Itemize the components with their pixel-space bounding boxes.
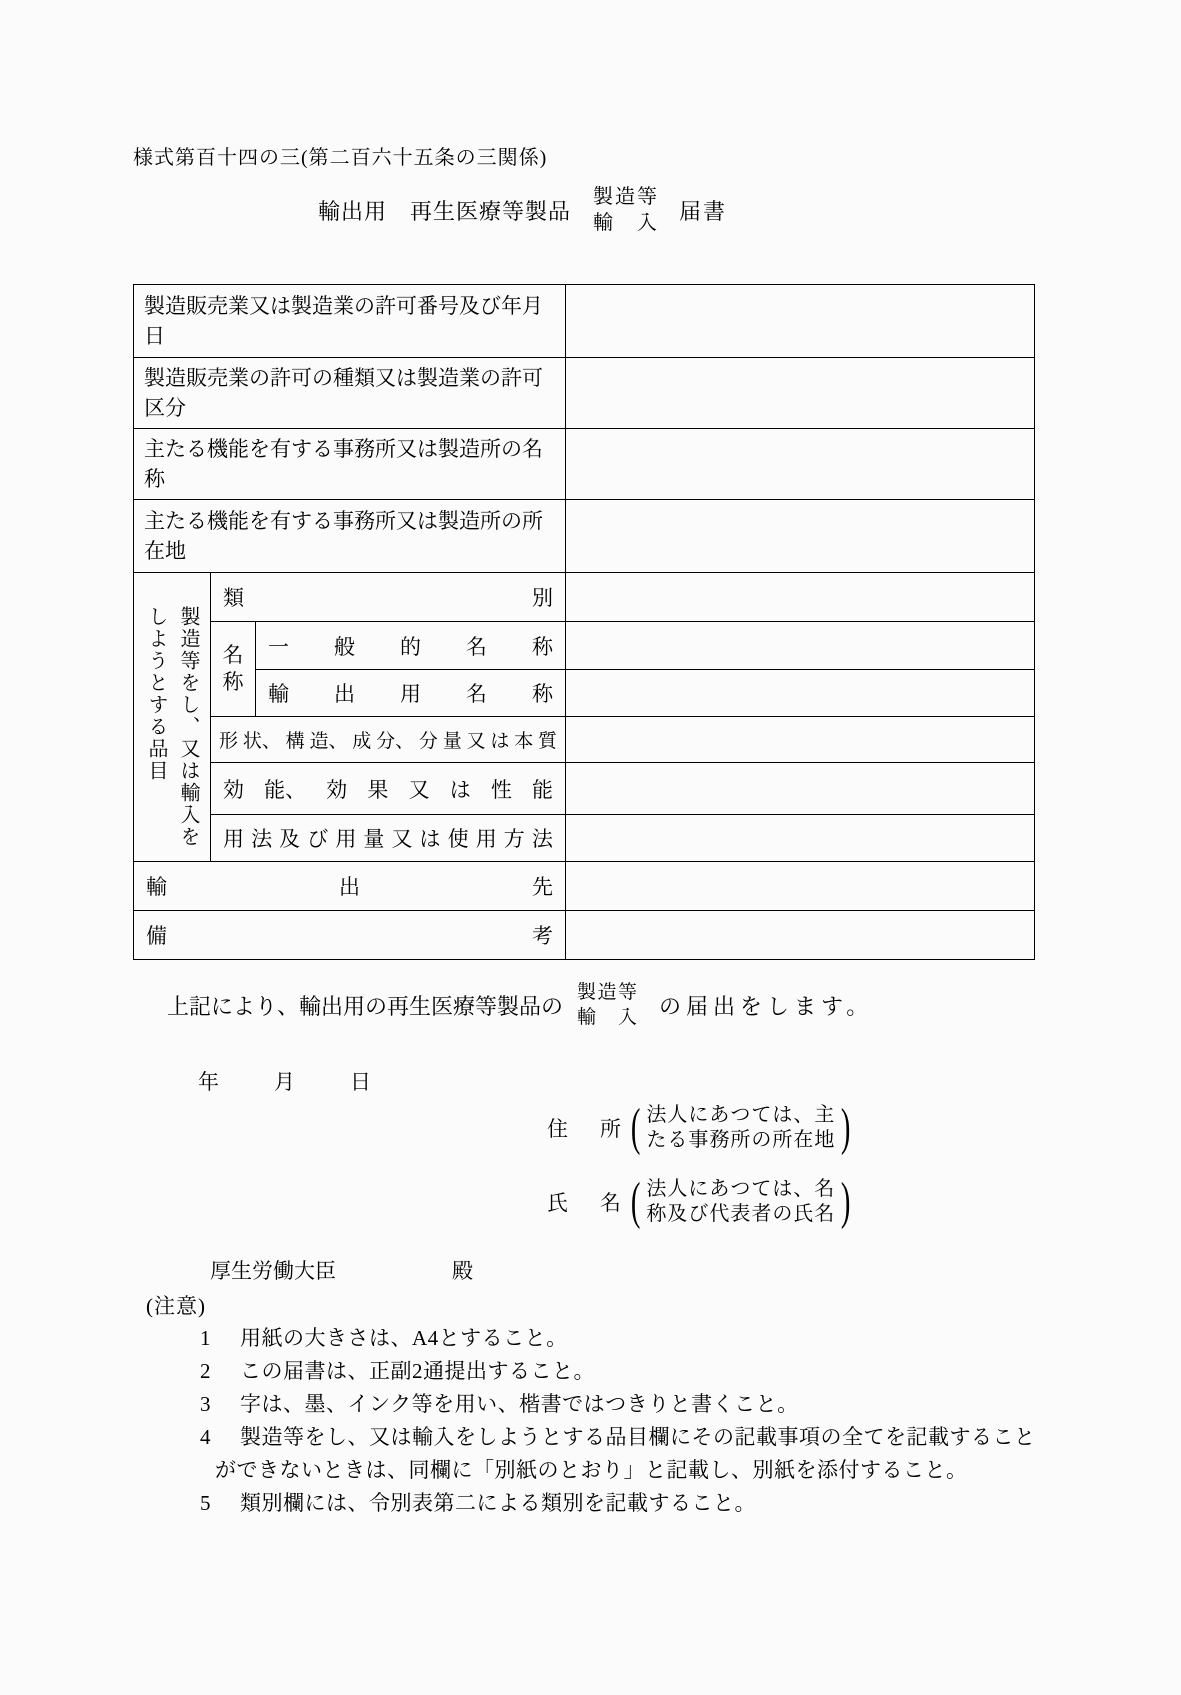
form-title xyxy=(318,184,727,236)
close-paren: ) xyxy=(841,1099,851,1156)
value-cell-shape xyxy=(566,717,1035,763)
form-title-prefix: 輸出用 再生医療等製品 xyxy=(318,198,572,224)
applicant-block xyxy=(547,1099,855,1250)
declaration-sentence xyxy=(167,980,873,1030)
note-item xyxy=(200,1388,1045,1421)
notes-header: (注意) xyxy=(146,1294,206,1318)
address-annotation: 法人にあつては、主 たる事務所の所在地 xyxy=(646,1104,836,1151)
honorific-label: 殿 xyxy=(452,1259,473,1283)
stack-manufacture-label: 製 造 等 xyxy=(593,186,658,208)
label-efficacy: 効 能、 効 果 又 は 性 能 xyxy=(223,777,553,802)
minister-label: 厚生労働大臣 xyxy=(210,1259,336,1283)
note-item xyxy=(200,1322,1045,1355)
value-cell-remarks xyxy=(566,911,1035,960)
address-label: 住 所 xyxy=(547,1117,621,1141)
value-cell-office-address xyxy=(566,500,1035,573)
note-number: 5 xyxy=(200,1491,211,1515)
note-text: 字は、墨、インク等を用い、楷書ではつきりと書くこと。 xyxy=(240,1392,799,1416)
note-text: 用紙の大きさは、A4とすること。 xyxy=(240,1326,568,1350)
notes-list xyxy=(200,1322,1045,1520)
close-paren: ) xyxy=(841,1173,851,1230)
note-text: 製造等をし、又は輸入をしようとする品目欄にその記載事項の全てを記載することができないときは、同欄に「別紙のとおり」と記載し、別紙を添付すること。 xyxy=(215,1425,1036,1482)
value-cell-efficacy xyxy=(566,763,1035,815)
value-cell-classification xyxy=(566,573,1035,622)
value-cell-general-name xyxy=(566,622,1035,670)
label-usage: 用 法 及 び 用 量 又 は 使 用 方 法 xyxy=(223,827,553,851)
stack-manufacture-label: 製 造 等 xyxy=(577,982,637,1003)
note-number: 2 xyxy=(200,1359,211,1383)
label-shape: 形 状、 構 造、 成 分、 分 量 又 は 本 質 xyxy=(219,731,557,752)
stack-import-label: 輸 入 xyxy=(593,212,658,234)
form-table xyxy=(133,284,1035,960)
value-cell-export-destination xyxy=(566,862,1035,911)
form-number: 様式第百十四の三(第二百六十五条の三関係) xyxy=(133,147,548,169)
note-number: 1 xyxy=(200,1326,211,1350)
name-annotation: 法人にあつては、名 称及び代表者の氏名 xyxy=(646,1178,836,1225)
form-title-stack xyxy=(593,184,657,236)
label-classification: 類 別 xyxy=(223,586,553,610)
label-general-name: 一 般 的 名 称 xyxy=(268,634,553,659)
open-paren: ( xyxy=(630,1173,641,1230)
label-permit-type: 製造販売業の許可の種類又は製造業の許可区分 xyxy=(144,366,543,420)
value-cell-permit-number xyxy=(566,285,1035,358)
month-label: 月 xyxy=(274,1070,295,1094)
note-text: この届書は、正副2通提出すること。 xyxy=(240,1359,595,1383)
name-label: 氏 名 xyxy=(547,1191,621,1215)
value-cell-office-name xyxy=(566,429,1035,500)
stack-import-label: 輸 入 xyxy=(577,1007,638,1028)
form-title-suffix: 届書 xyxy=(679,198,728,224)
value-cell-permit-type xyxy=(566,358,1035,429)
date-line xyxy=(198,1066,426,1096)
label-permit-number: 製造販売業又は製造業の許可番号及び年月日 xyxy=(144,294,543,348)
label-export-destination: 輸 出 先 xyxy=(146,875,553,899)
declaration-suffix: の届出をします。 xyxy=(659,993,874,1019)
label-office-address: 主たる機能を有する事務所又は製造所の所在地 xyxy=(144,509,543,563)
note-item xyxy=(200,1355,1045,1388)
label-remarks: 備 考 xyxy=(146,924,553,948)
value-cell-export-name xyxy=(566,670,1035,717)
value-cell-usage xyxy=(566,815,1035,862)
note-item xyxy=(200,1487,1045,1520)
label-office-name: 主たる機能を有する事務所又は製造所の名称 xyxy=(144,437,543,491)
open-paren: ( xyxy=(630,1099,641,1156)
vertical-group-label: 製造等をし、又は輸入を しようとする品目 xyxy=(145,605,199,848)
note-number: 3 xyxy=(200,1392,211,1416)
address-row xyxy=(547,1099,855,1156)
group-label-items xyxy=(134,573,211,862)
declaration-stack xyxy=(577,980,637,1030)
note-number: 4 xyxy=(200,1425,211,1449)
note-text: 類別欄には、令別表第二による類別を記載すること。 xyxy=(240,1491,756,1515)
note-item xyxy=(200,1421,1045,1487)
addressee-line xyxy=(210,1255,473,1285)
declaration-prefix: 上記により、輸出用の再生医療等製品の xyxy=(167,993,564,1019)
year-label: 年 xyxy=(198,1070,219,1094)
label-name-group: 名称 xyxy=(211,622,256,717)
name-row xyxy=(547,1173,855,1230)
label-export-name: 輸 出 用 名 称 xyxy=(268,682,553,706)
day-label: 日 xyxy=(350,1070,371,1094)
